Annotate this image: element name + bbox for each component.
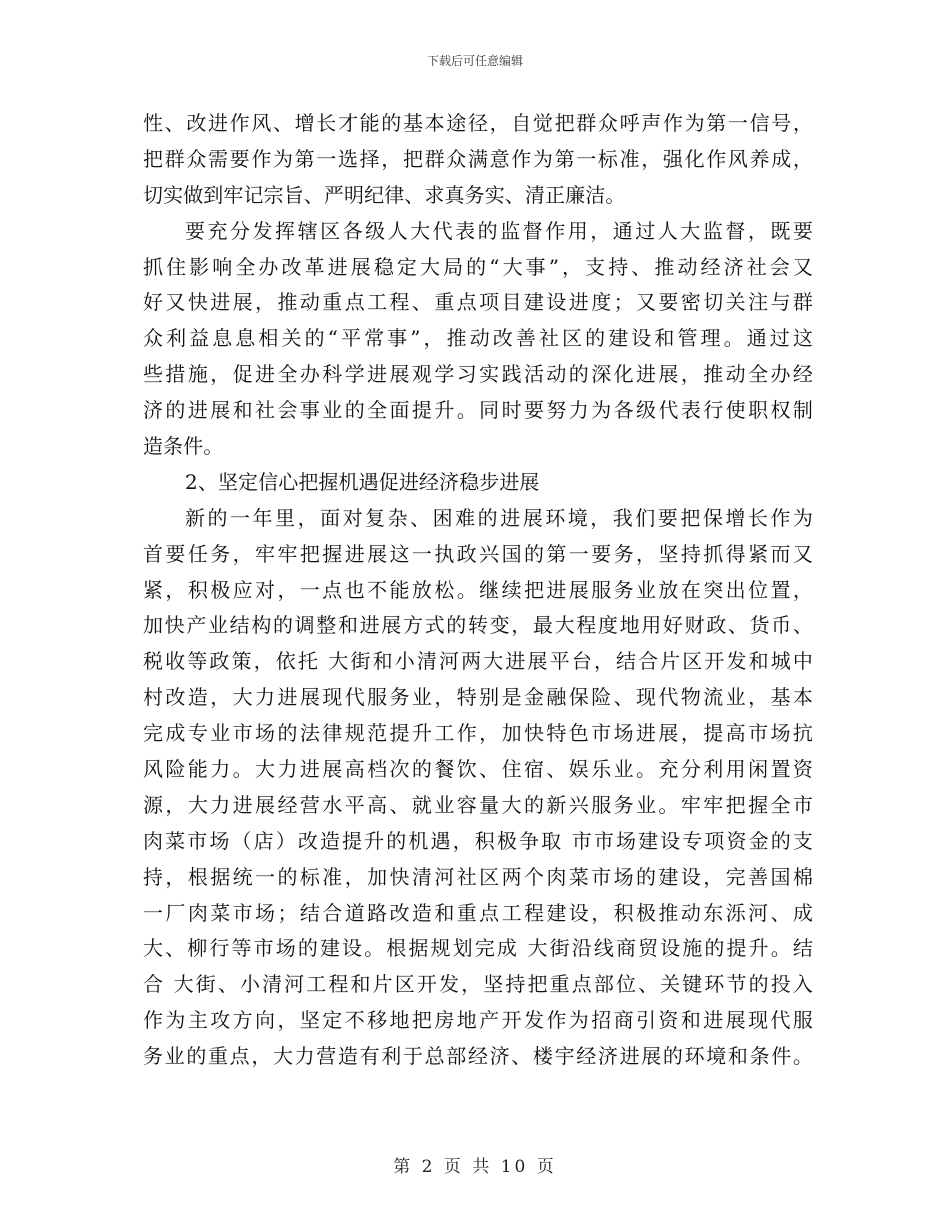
text-line: 合 大街、小清河工程和片区开发，坚持把重点部位、关键环节的投入 [143, 972, 813, 997]
text-line: 首要任务，牢牢把握进展这一执政兴国的第一要务，坚持抓得紧而又 [143, 541, 813, 566]
text-line: 抓住影响全办改革进展稳定大局的“大事”，支持、推动经济社会又 [143, 254, 813, 279]
text-line: 性、改进作风、增长才能的基本途径，自觉把群众呼声作为第一信号， [143, 111, 813, 135]
text-line: 好又快进展，推动重点工程、重点项目建设进度；又要密切关注与群 [143, 290, 813, 315]
text-line: 税收等政策，依托 大街和小清河两大进展平台，结合片区开发和城中 [143, 649, 813, 674]
text-line: 加快产业结构的调整和进展方式的转变，最大程度地用好财政、货币、 [143, 613, 813, 638]
text-line: 造条件。 [143, 434, 224, 459]
text-line: 把群众需要作为第一选择，把群众满意作为第一标准，强化作风养成， [143, 146, 813, 171]
text-line: 要充分发挥辖区各级人大代表的监督作用，通过人大监督，既要 [185, 218, 813, 243]
text-line: 紧，积极应对，一点也不能放松。继续把进展服务业放在突出位置， [143, 577, 813, 602]
page-header-note: 下载后可任意编辑 [426, 54, 523, 68]
text-line: 持，根据统一的标准，加快清河社区两个肉菜市场的建设，完善国棉 [143, 864, 813, 889]
text-line: 务业的重点，大力营造有利于总部经济、楼宇经济进展的环境和条件。 [143, 1044, 813, 1069]
text-line: 些措施，促进全办科学进展观学习实践活动的深化进展，推动全办经 [143, 362, 813, 387]
text-line: 作为主攻方向，坚定不移地把房地产开发作为招商引资和进展现代服 [143, 1008, 813, 1033]
text-line: 完成专业市场的法律规范提升工作，加快特色市场进展，提高市场抗 [143, 721, 813, 746]
text-line: 济的进展和社会事业的全面提升。同时要努力为各级代表行使职权制 [143, 398, 813, 423]
text-line: 大、柳行等市场的建设。根据规划完成 大街沿线商贸设施的提升。结 [143, 936, 813, 961]
text-line: 2、坚定信心把握机遇促进经济稳步进展 [185, 469, 540, 494]
text-line: 源，大力进展经营水平高、就业容量大的新兴服务业。牢牢把握全市 [143, 792, 813, 817]
page-number-footer: 第 2 页 共 10 页 [393, 1157, 557, 1177]
text-line: 村改造，大力进展现代服务业，特别是金融保险、现代物流业，基本 [143, 685, 813, 710]
text-line: 切实做到牢记宗旨、严明纪律、求真务实、清正廉洁。 [143, 182, 626, 207]
text-line: 肉菜市场（店）改造提升的机遇，积极争取 市市场建设专项资金的支 [143, 828, 813, 853]
text-line: 风险能力。大力进展高档次的餐饮、住宿、娱乐业。充分利用闲置资 [143, 757, 813, 782]
text-line: 众利益息息相关的“平常事”，推动改善社区的建设和管理。通过这 [143, 326, 813, 351]
text-line: 新的一年里，面对复杂、困难的进展环境，我们要把保增长作为 [185, 505, 813, 530]
document-body [143, 106, 813, 1075]
text-line: 一厂肉菜市场；结合道路改造和重点工程建设，积极推动东泺河、成 [143, 900, 813, 925]
